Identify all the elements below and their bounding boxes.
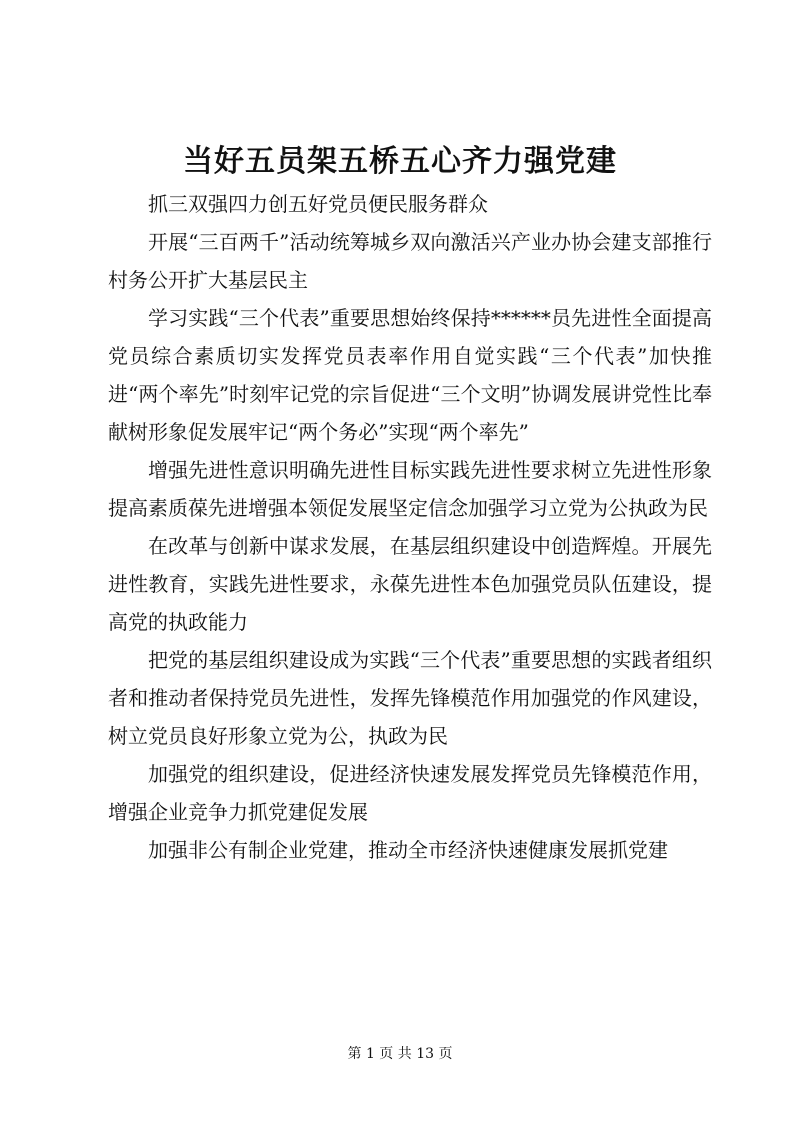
paragraph-8: 加强非公有制企业党建，推动全市经济快速健康发展抓党建 — [148, 838, 668, 862]
document-title: 当好五员架五桥五心齐力强党建 — [183, 144, 617, 179]
paragraph-1: 抓三双强四力创五好党员便民服务群众 — [148, 192, 488, 216]
page-number-footer: 第 1 页 共 13 页 — [347, 1046, 453, 1062]
paragraph-2: 开展“三百两千”活动统筹城乡双向激活兴产业办协会建支部推行村务公开扩大基层民主 — [108, 230, 712, 292]
document-body — [108, 185, 712, 869]
paragraph-6: 把党的基层组织建设成为实践“三个代表”重要思想的实践者组织者和推动者保持党员先进性，发挥先锋模范作用加强党的作风建设，树立党员良好形象立党为公，执政为民 — [108, 648, 712, 748]
paragraph-3: 学习实践“三个代表”重要思想始终保持******员先进性全面提高党员综合素质切实发挥党员表率作用自觉实践“三个代表”加快推进“两个率先”时刻牢记党的宗旨促进“三个文明”协调发展讲党性比奉献树形象促发展牢记“两个务必”实现“两个率先” — [108, 306, 712, 444]
paragraph-5: 在改革与创新中谋求发展，在基层组织建设中创造辉煌。开展先进性教育，实践先进性要求，永葆先进性本色加强党员队伍建设，提高党的执政能力 — [108, 534, 712, 634]
paragraph-7: 加强党的组织建设，促进经济快速发展发挥党员先锋模范作用，增强企业竞争力抓党建促发展 — [108, 762, 712, 824]
paragraph-4: 增强先进性意识明确先进性目标实践先进性要求树立先进性形象提高素质葆先进增强本领促发展坚定信念加强学习立党为公执政为民 — [108, 458, 712, 520]
